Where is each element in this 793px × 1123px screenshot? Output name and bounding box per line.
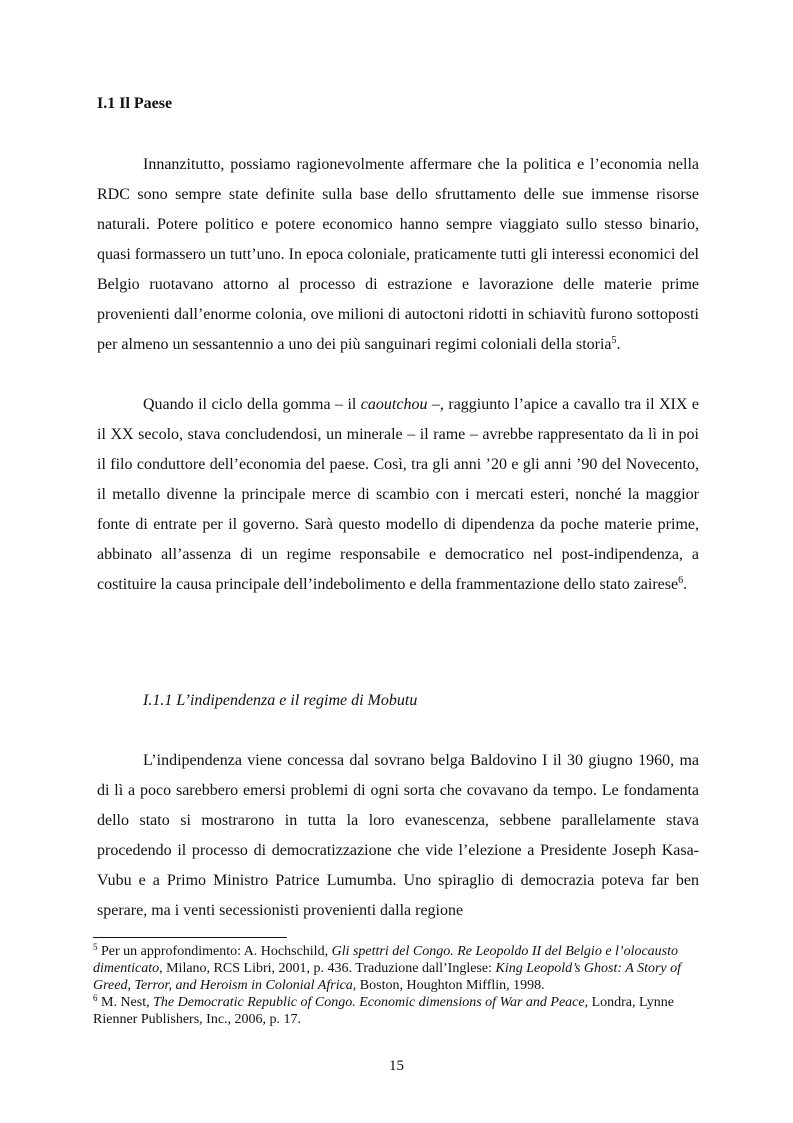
footnote-italic-title: Gli spettri del Congo. Re Leopoldo II del Belgio e l’olocausto dimenticato xyxy=(93,944,679,976)
subsection-heading: I.1.1 L’indipendenza e il regime di Mobutu xyxy=(143,692,418,709)
paragraph-text-rest: –, raggiunto l’apice a cavallo tra il XIX e il XX secolo, stava concludendosi, un minerale – il rame – avrebbe rappresentato da lì in poi il filo conduttore dell’economia del paese. Così, tra gli anni ’20 e gli anni ’90 del Novecento, il metallo divenne la principale merce di scambio con i mercati esteri, nonché la maggior fonte di entrate per il governo. Sarà questo modello di dipendenza da poche materie prime, abbinato all’assenza di un regime responsabile e democratico nel post-indipendenza, a costituire la causa principale dell’indebolimento e della frammentazione dello stato zairese xyxy=(97,396,699,593)
footnote-6 xyxy=(93,994,703,1028)
subsection-paragraph-1: L’indipendenza viene concessa dal sovrano belga Baldovino I il 30 giugno 1960, ma di lì a poco sarebbero emersi problemi di ogni sorta che covavano da tempo. Le fondamenta dello stato si mostrarono in tutta la loro evanescenza, sebbene parallelamente stava procedendo il processo di democratizzazione che vide l’elezione a Presidente Joseph Kasa-Vubu e a Primo Ministro Patrice Lumumba. Uno spiraglio di democrazia poteva far ben sperare, ma i venti secessionisti provenienti dalla regione xyxy=(97,752,699,919)
section-heading: I.1 Il Paese xyxy=(97,95,173,112)
footnote-text: , Londra, Lynne Rienner Publishers, Inc., 2006, p. 17. xyxy=(93,995,675,1027)
section-paragraph-1 xyxy=(97,150,699,360)
footnote-text: Per un approfondimento: A. Hochschild, xyxy=(97,944,332,959)
paragraph-text: Innanzitutto, possiamo ragionevolmente affermare che la politica e l’economia nella RDC sono sempre state definite sulla base dello sfruttamento delle sue immense risorse naturali. Potere politico e potere economico hanno sempre viaggiato sullo stesso binario, quasi formassero un tutt’uno. In epoca coloniale, praticamente tutti gli interessi economici del Belgio ruotavano attorno al processo di estrazione e lavorazione delle materie prime provenienti dall’enorme colonia, ove milioni di autoctoni ridotti in schiavitù furono sottoposti per almeno un sessantennio a uno dei più sanguinari regimi coloniali della storia xyxy=(97,156,699,353)
paragraph-end: . xyxy=(616,336,621,353)
footnote-italic-title: King Leopold’s Ghost: A Story of Greed, Terror, and Heroism in Colonial Africa xyxy=(93,961,682,993)
paragraph-end: . xyxy=(683,576,688,593)
paragraph-italic-term: caoutchou xyxy=(360,396,428,413)
footnote-text: , Milano, RCS Libri, 2001, p. 436. Traduzione dall’Inglese: xyxy=(159,961,496,976)
footnote-mark: 5 xyxy=(93,942,98,952)
footnote-ref-5[interactable]: 5 xyxy=(611,335,617,346)
footnote-text: M. Nest, xyxy=(97,995,154,1010)
footnote-mark: 6 xyxy=(93,993,98,1003)
footnote-5 xyxy=(93,943,703,994)
paragraph-text-start: Quando il ciclo della gomma – il xyxy=(143,396,361,413)
footnote-divider xyxy=(93,937,287,938)
page-number: 15 xyxy=(389,1058,404,1074)
footnote-text: , Boston, Houghton Mifflin, 1998. xyxy=(352,978,545,993)
footnotes xyxy=(93,943,703,1028)
section-paragraph-2 xyxy=(97,390,699,600)
footnote-italic-title: The Democratic Republic of Congo. Economic dimensions of War and Peace xyxy=(153,995,585,1010)
footnote-ref-6[interactable]: 6 xyxy=(678,575,684,586)
